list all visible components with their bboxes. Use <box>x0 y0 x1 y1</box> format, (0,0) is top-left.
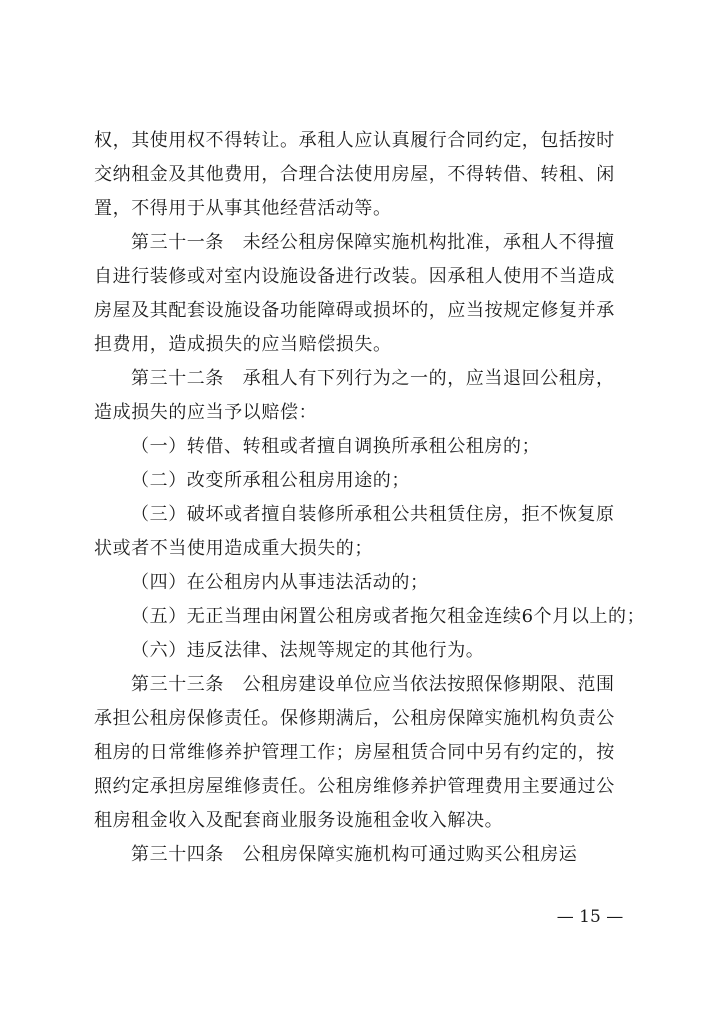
text-line: 担费用，造成损失的应当赔偿损失。 <box>94 334 392 355</box>
text-line: 权，其使用权不得转让。承租人应认真履行合同约定，包括按时 <box>94 130 615 151</box>
list-item-6: （六）违反法律、法规等规定的其他行为。 <box>131 640 485 661</box>
page-number: — 15 — <box>556 907 624 927</box>
text-line: 承担公租房保修责任。保修期满后，公租房保障实施机构负责公 <box>94 708 615 729</box>
article-32-heading-line: 第三十二条 承租人有下列行为之一的，应当退回公租房， <box>131 368 615 389</box>
text-line: 房屋及其配套设施设备功能障碍或损坏的，应当按规定修复并承 <box>94 300 615 321</box>
article-31-heading-line: 第三十一条 未经公租房保障实施机构批准，承租人不得擅 <box>131 232 615 253</box>
list-item-3: （三）破坏或者擅自装修所承租公共租赁住房，拒不恢复原 <box>131 504 615 525</box>
text-line: 置，不得用于从事其他经营活动等。 <box>94 198 392 219</box>
text-line: 交纳租金及其他费用，合理合法使用房屋，不得转借、转租、闲 <box>94 164 615 185</box>
text-line: 造成损失的应当予以赔偿： <box>94 402 318 423</box>
text-line: 自进行装修或对室内设施设备进行改装。因承租人使用不当造成 <box>94 266 615 287</box>
text-line: 租房租金收入及配套商业服务设施租金收入解决。 <box>94 810 504 831</box>
text-line: 照约定承担房屋维修责任。公租房维修养护管理费用主要通过公 <box>94 776 615 797</box>
article-33-heading-line: 第三十三条 公租房建设单位应当依法按照保修期限、范围 <box>131 674 615 695</box>
text-line: 租房的日常维修养护管理工作；房屋租赁合同中另有约定的，按 <box>94 742 615 763</box>
list-item-2: （二）改变所承租公租房用途的； <box>131 470 410 491</box>
list-item-4: （四）在公租房内从事违法活动的； <box>131 572 429 593</box>
list-item-5: （五）无正当理由闲置公租房或者拖欠租金连续6个月以上的； <box>131 606 646 627</box>
list-item-1: （一）转借、转租或者擅自调换所承租公租房的； <box>131 436 541 457</box>
body-text <box>94 124 646 872</box>
article-34-heading-line: 第三十四条 公租房保障实施机构可通过购买公租房运 <box>131 844 578 865</box>
text-line: 状或者不当使用造成重大损失的； <box>94 538 373 559</box>
